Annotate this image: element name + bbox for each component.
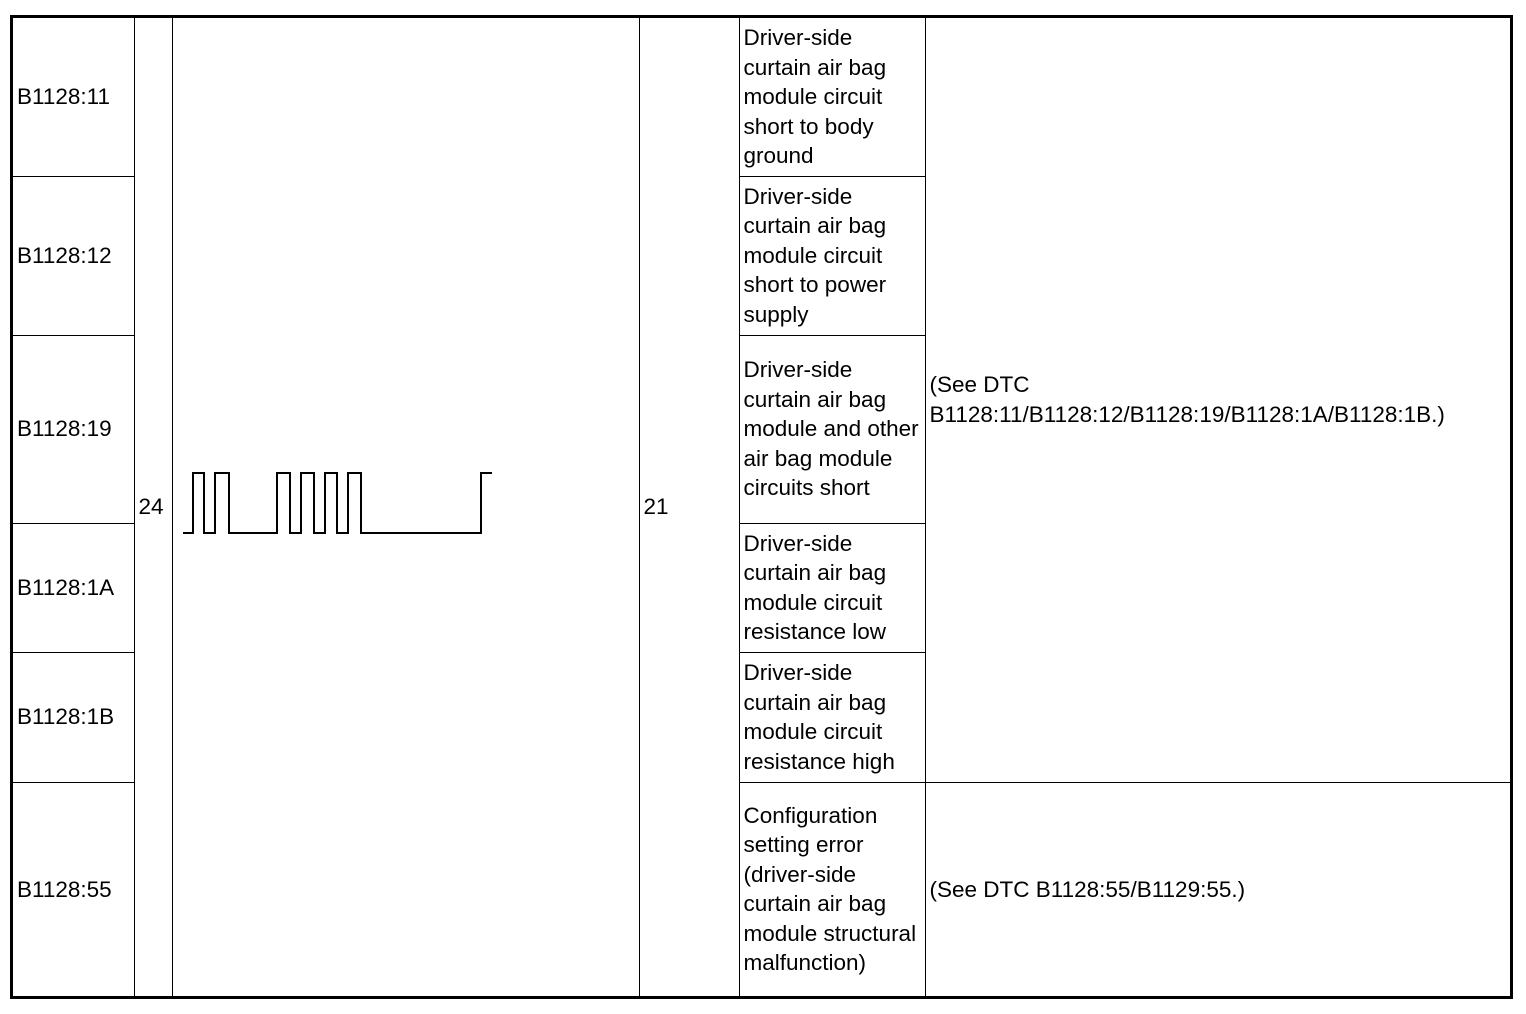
- dtc-code-cell: B1128:19: [13, 335, 134, 523]
- dtc-table: [13, 18, 1510, 997]
- dtc-code-cell: B1128:55: [13, 782, 134, 996]
- flash-count-cell: 24: [134, 18, 172, 996]
- description-cell: Driver-side curtain air bag module and other air bag module circuits short: [739, 335, 925, 523]
- description-cell: Driver-side curtain air bag module circuit resistance high: [739, 652, 925, 782]
- table-row: [13, 18, 1510, 176]
- description-cell: Configuration setting error (driver-side curtain air bag module structural malfunction): [739, 782, 925, 996]
- dtc-code-cell: B1128:11: [13, 18, 134, 176]
- reference-cell: (See DTC B1128:11/B1128:12/B1128:19/B1128:1A/B1128:1B.): [925, 18, 1510, 782]
- dtc-table-frame: [10, 15, 1513, 999]
- description-cell: Driver-side curtain air bag module circuit short to body ground: [739, 18, 925, 176]
- reference-cell: (See DTC B1128:55/B1129:55.): [925, 782, 1510, 996]
- flash-pattern-waveform: [182, 472, 498, 542]
- description-cell: Driver-side curtain air bag module circuit resistance low: [739, 523, 925, 652]
- dtc-code-cell: B1128:1B: [13, 652, 134, 782]
- description-cell: Driver-side curtain air bag module circuit short to power supply: [739, 176, 925, 335]
- flash-pattern-cell: [172, 18, 639, 996]
- dtc-code-cell: B1128:1A: [13, 523, 134, 652]
- dtc-code-cell: B1128:12: [13, 176, 134, 335]
- second-count-cell: 21: [639, 18, 739, 996]
